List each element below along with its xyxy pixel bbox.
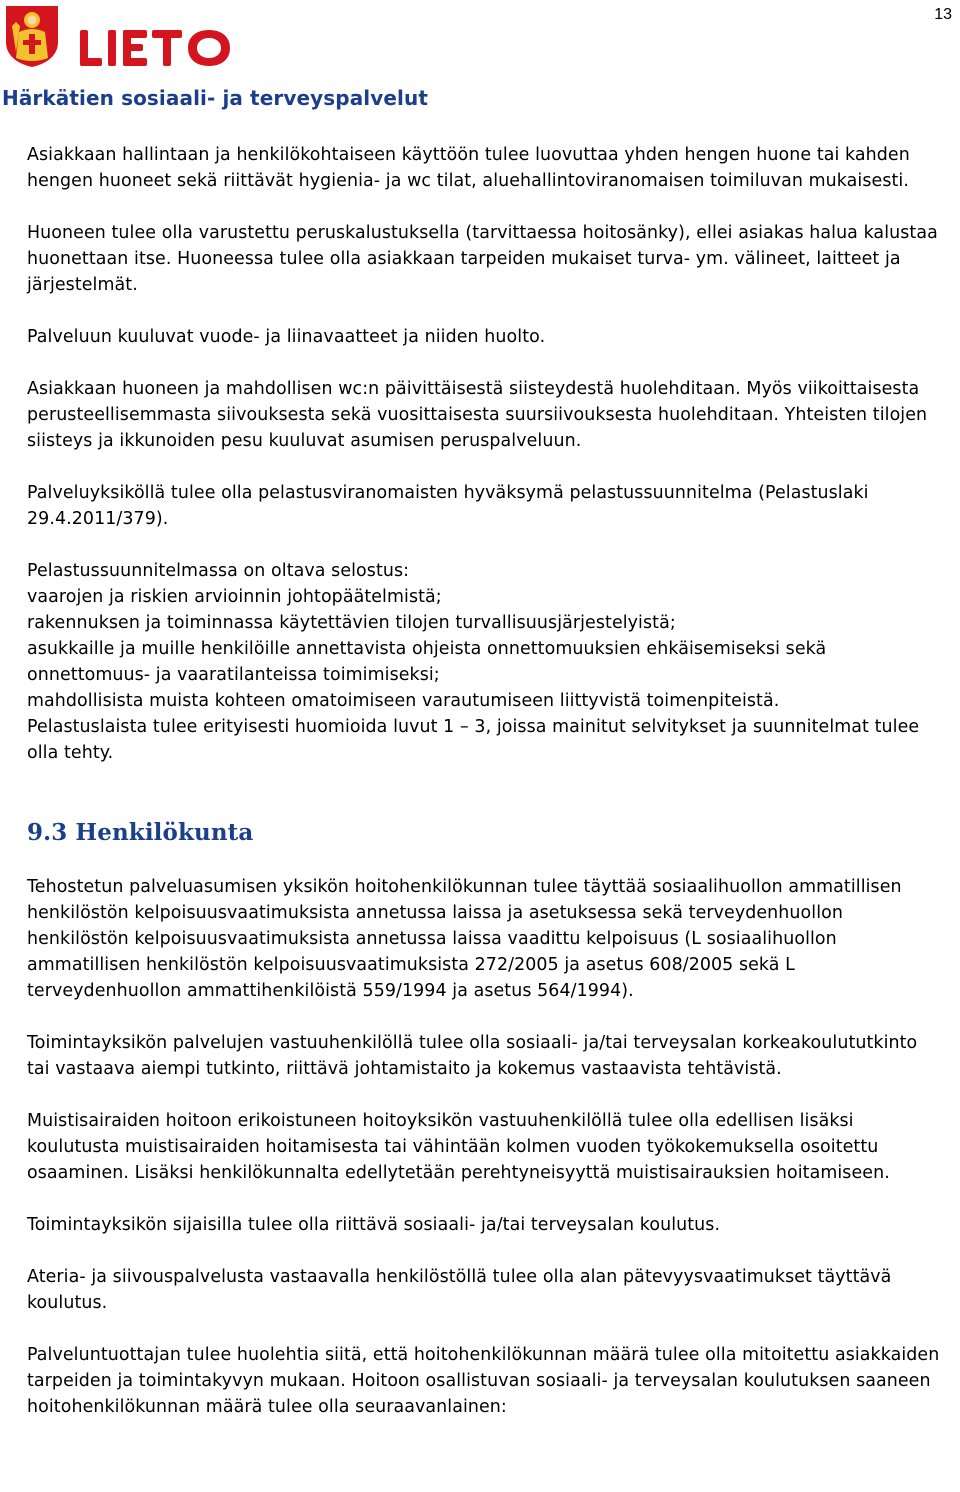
paragraph: Huoneen tulee olla varustettu peruskalustuksella (tarvittaessa hoitosänky), ellei asiakas halua kalustaa huonettaan itse. Huoneessa tulee olla asiakkaan tarpeiden mukaiset turva- ym. välineet, laitteet ja järjestelmät. — [27, 223, 938, 295]
rescue-plan-intro: Pelastussuunnitelmassa on oltava selostus: — [27, 561, 410, 581]
paragraph: Asiakkaan hallintaan ja henkilökohtaiseen käyttöön tulee luovuttaa yhden hengen huone tai kahden hengen huoneet sekä riittävät hygienia- ja wc tilat, aluehallintoviranomaisen toimiluvan mukaisesti. — [27, 145, 910, 191]
paragraph: Toimintayksikön sijaisilla tulee olla riittävä sosiaali- ja/tai terveysalan koulutus. — [27, 1215, 721, 1235]
paragraph: Tehostetun palveluasumisen yksikön hoitohenkilökunnan tulee täyttää sosiaalihuollon ammatillisen henkilöstön kelpoisuusvaatimuksista annetussa laissa ja asetuksessa sekä terveydenhuollon henkilöstön kelpoisuusvaatimuksista annetussa laissa vaadittu kelpoisuus (L sosiaalihuollon ammatillisen henkilöstön kelpoisuusvaatimuksista 272/2005 ja asetus 608/2005 sekä L terveydenhuollon ammattihenkilöistä 559/1994 ja asetus 564/1994). — [27, 877, 902, 1001]
rescue-plan-item: rakennuksen ja toiminnassa käytettävien tilojen turvallisuusjärjestelyistä; — [27, 613, 676, 633]
paragraph: Ateria- ja siivouspalvelusta vastaavalla henkilöstöllä tulee olla alan pätevyysvaatimukset täyttävä koulutus. — [27, 1267, 892, 1313]
paragraph: Toimintayksikön palvelujen vastuuhenkilöllä tulee olla sosiaali- ja/tai terveysalan korkeakoulututkinto tai vastaava aiempi tutkinto, riittävä johtamistaito ja kokemus vastaavista tehtävistä. — [27, 1033, 918, 1079]
paragraph: Palveluun kuuluvat vuode- ja liinavaatteet ja niiden huolto. — [27, 327, 546, 347]
crest-icon — [6, 6, 58, 67]
paragraph: Muistisairaiden hoitoon erikoistuneen hoitoyksikön vastuuhenkilöllä tulee olla edellisen lisäksi koulutusta muistisairaiden hoitamisesta tai vähintään kolmen vuoden työkokemuksella osoitettu osaaminen. Lisäksi henkilökunnalta edellytetään perehtyneisyyttä muistisairauksien hoitamiseen. — [27, 1111, 890, 1183]
lieto-wordmark — [80, 30, 230, 66]
paragraph: Asiakkaan huoneen ja mahdollisen wc:n päivittäisestä siisteydestä huolehditaan. Myös viikoittaisesta perusteellisemmasta siivouksesta sekä vuosittaisesta suursiivouksesta huolehditaan. Yhteisten tilojen siisteys ja ikkunoiden pesu kuuluvat asumisen peruspalveluun. — [27, 379, 928, 451]
rescue-plan-closing: Pelastuslaista tulee erityisesti huomioida luvut 1 – 3, joissa mainitut selvitykset ja suunnitelmat tulee olla tehty. — [27, 717, 920, 763]
lieto-logo — [2, 4, 242, 68]
section-heading: 9.3 Henkilökunta — [27, 819, 254, 846]
paragraph: Palveluyksiköllä tulee olla pelastusviranomaisten hyväksymä pelastussuunnitelma (Pelastuslaki 29.4.2011/379). — [27, 483, 869, 529]
paragraph: Palveluntuottajan tulee huolehtia siitä, että hoitohenkilökunnan määrä tulee olla mitoitettu asiakkaiden tarpeiden ja toimintakyvyn mukaan. Hoitoon osallistuvan sosiaali- ja terveysalan koulutuksen saaneen hoitohenkilökunnan määrä tulee olla seuraavanlainen: — [27, 1345, 940, 1417]
rescue-plan-block — [27, 558, 942, 766]
rescue-plan-item: vaarojen ja riskien arvioinnin johtopäätelmistä; — [27, 587, 442, 607]
page-number: 13 — [934, 6, 952, 23]
document-body — [27, 142, 942, 1420]
page-header-title: Härkätien sosiaali- ja terveyspalvelut — [2, 86, 429, 110]
rescue-plan-item: mahdollisista muista kohteen omatoimiseen varautumiseen liittyvistä toimenpiteistä. — [27, 691, 780, 711]
rescue-plan-item: asukkaille ja muille henkilöille annettavista ohjeista onnettomuuksien ehkäisemiseksi sekä onnettomuus- ja vaaratilanteissa toimimiseksi; — [27, 639, 827, 685]
